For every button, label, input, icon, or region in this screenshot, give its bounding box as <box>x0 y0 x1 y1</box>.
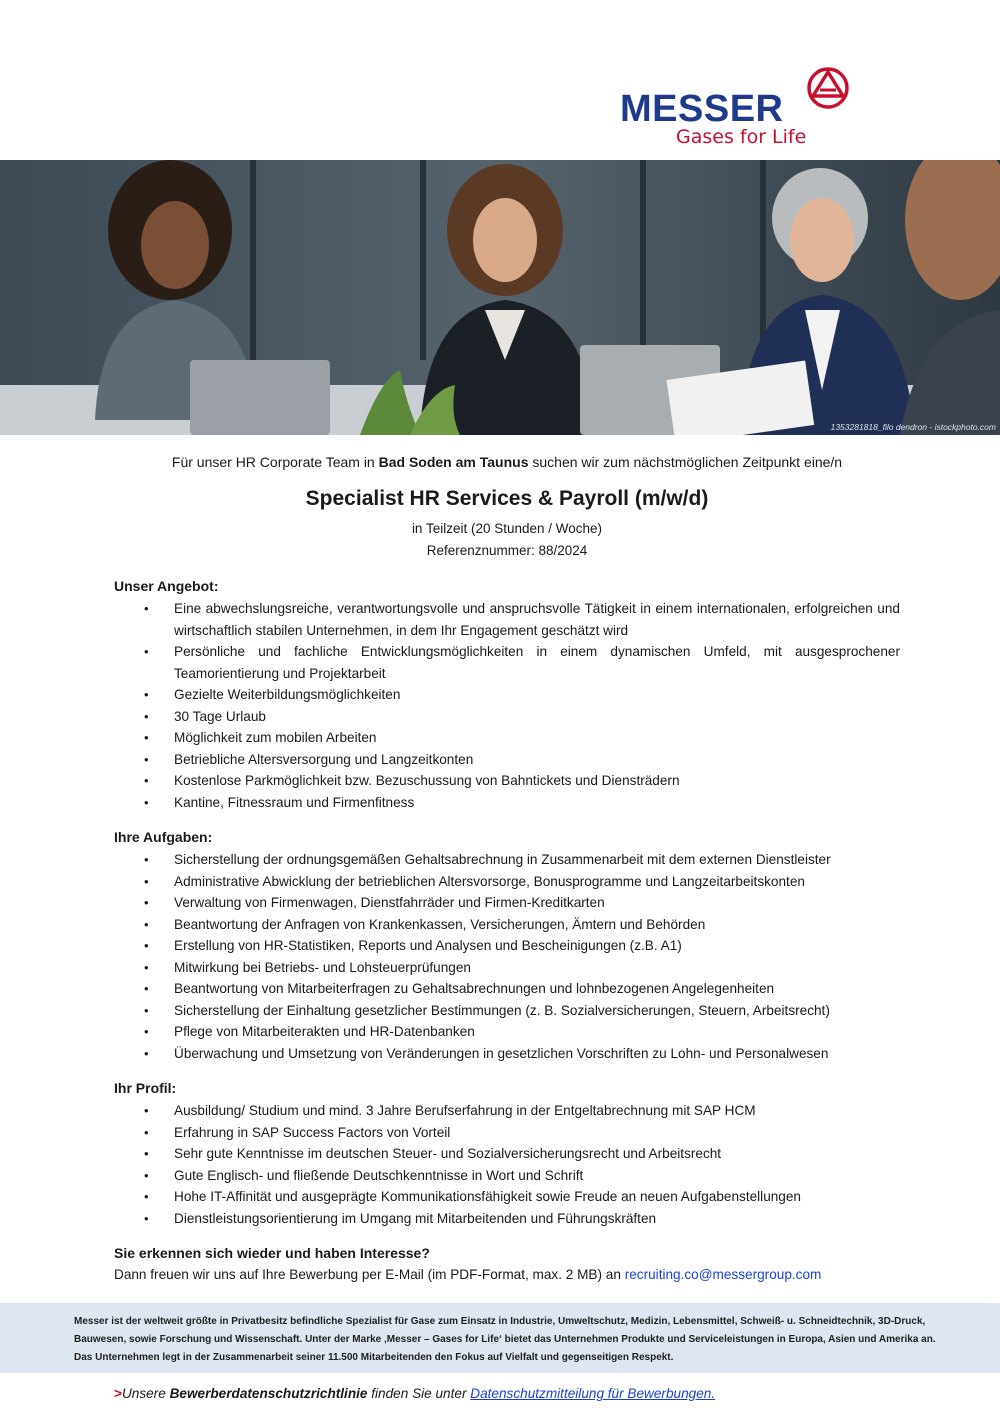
offer-list <box>114 598 900 813</box>
list-item: • Betriebliche Altersversorgung und Langzeitkonten <box>114 749 900 771</box>
list-item: • Kantine, Fitnessraum und Firmenfitness <box>114 792 900 814</box>
privacy-policy-name: Bewerberdatenschutzrichtlinie <box>169 1386 368 1401</box>
hero-illustration <box>0 160 1000 435</box>
privacy-middle: finden Sie unter <box>367 1386 471 1401</box>
profile-title: Ihr Profil: <box>114 1080 177 1096</box>
company-about: Messer ist der weltweit größte in Privatbesitz befindliche Spezialist für Gase zum Einsatz in Industrie, Umweltschutz, Medizin, Lebensmittel, Schweiß- u. Schneidtechnik, 3D-Druck, Bauwesen, sowie Forschung und Wissenschaft. Unter der Marke ‚Messer – Gases for Life‘ bietet das Unternehmen Produkte und Serviceleistungen in Europa, Asien und Amerika an. Das Unternehmen legt in der Zusammenarbeit seiner 11.500 Mitarbeitenden den Fokus auf Vielfalt und gegenseitigen Respekt. <box>0 1303 1000 1373</box>
list-item: • Sicherstellung der Einhaltung gesetzlicher Bestimmungen (z. B. Sozialversicherungen, Steuern, Arbeitsrecht) <box>114 1000 900 1022</box>
list-item: • Beantwortung von Mitarbeiterfragen zu Gehaltsabrechnungen und lohnbezogenen Angelegenheiten <box>114 978 900 1000</box>
list-item: • Ausbildung/ Studium und mind. 3 Jahre Berufserfahrung in der Entgeltabrechnung mit SAP HCM <box>114 1100 900 1122</box>
list-item: • 30 Tage Urlaub <box>114 706 900 728</box>
list-item: • Mitwirkung bei Betriebs- und Lohsteuerprüfungen <box>114 957 900 979</box>
list-item: • Möglichkeit zum mobilen Arbeiten <box>114 727 900 749</box>
list-item: • Überwachung und Umsetzung von Veränderungen in gesetzlichen Vorschriften zu Lohn- und Personalwesen <box>114 1043 900 1065</box>
intro-location: Bad Soden am Taunus <box>378 454 529 470</box>
list-item: • Sicherstellung der ordnungsgemäßen Gehaltsabrechnung in Zusammenarbeit mit dem externen Dienstleister <box>114 849 900 871</box>
list-item: • Sehr gute Kenntnisse im deutschen Steuer- und Sozialversicherungsrecht und Arbeitsrecht <box>114 1143 900 1165</box>
arrow-icon: > <box>114 1386 122 1401</box>
list-item: • Administrative Abwicklung der betrieblichen Altersvorsorge, Bonusprogramme und Langzeitarbeitskonten <box>114 871 900 893</box>
privacy-link[interactable]: Datenschutzmitteilung für Bewerbungen. <box>470 1386 716 1401</box>
job-reference: Referenznummer: 88/2024 <box>426 543 588 558</box>
list-item: • Pflege von Mitarbeiterakten und HR-Datenbanken <box>114 1021 900 1043</box>
tasks-list <box>114 849 900 1064</box>
list-item: • Verwaltung von Firmenwagen, Dienstfahrräder und Firmen-Kreditkarten <box>114 892 900 914</box>
job-hours: in Teilzeit (20 Stunden / Woche) <box>411 521 603 536</box>
logo-wordmark: MESSER <box>620 88 784 130</box>
list-item: • Erstellung von HR-Statistiken, Reports und Analysen und Bescheinigungen (z.B. A1) <box>114 935 900 957</box>
messer-logo <box>620 66 860 150</box>
profile-list <box>114 1100 900 1229</box>
cta-body: Dann freuen wir uns auf Ihre Bewerbung per E-Mail (im PDF-Format, max. 2 MB) an <box>114 1267 625 1282</box>
intro-after: suchen wir zum nächstmöglichen Zeitpunkt eine/n <box>528 454 843 470</box>
privacy-note <box>114 1386 715 1401</box>
list-item: • Dienstleistungsorientierung im Umgang mit Mitarbeitenden und Führungskräften <box>114 1208 900 1230</box>
logo-tagline: Gases for Life <box>676 126 807 148</box>
cta-title: Sie erkennen sich wieder und haben Interesse? <box>114 1245 430 1261</box>
list-item: • Beantwortung der Anfragen von Krankenkassen, Versicherungen, Ämtern und Behörden <box>114 914 900 936</box>
tasks-title: Ihre Aufgaben: <box>114 829 213 845</box>
messer-emblem-icon <box>806 66 850 110</box>
list-item: • Persönliche und fachliche Entwicklungsmöglichkeiten in einem dynamischen Umfeld, mit ausgesprochener Teamorientierung und Projektarbeit <box>114 641 900 684</box>
list-item: • Hohe IT-Affinität und ausgeprägte Kommunikationsfähigkeit sowie Freude an neuen Aufgabenstellungen <box>114 1186 900 1208</box>
list-item: • Gute Englisch- und fließende Deutschkenntnisse in Wort und Schrift <box>114 1165 900 1187</box>
list-item: • Eine abwechslungsreiche, verantwortungsvolle und anspruchsvolle Tätigkeit in einem internationalen, erfolgreichen und wirtschaftlich stabilen Unternehmen, in dem Ihr Engagement geschätzt wird <box>114 598 900 641</box>
cta-text <box>114 1264 900 1285</box>
job-title: Specialist HR Services & Payroll (m/w/d) <box>305 487 709 510</box>
job-posting <box>114 452 900 1285</box>
photo-credit: 1353281818_filo dendron - istockphoto.com <box>830 422 996 432</box>
list-item: • Erfahrung in SAP Success Factors von Vorteil <box>114 1122 900 1144</box>
intro-line <box>114 452 900 472</box>
offer-title: Unser Angebot: <box>114 578 219 594</box>
list-item: • Gezielte Weiterbildungsmöglichkeiten <box>114 684 900 706</box>
recruiting-email-link[interactable]: recruiting.co@messergroup.com <box>624 1267 822 1282</box>
privacy-prefix: Unsere <box>121 1386 170 1401</box>
intro-before: Für unser HR Corporate Team in <box>171 454 379 470</box>
hero-photo <box>0 160 1000 435</box>
list-item: • Kostenlose Parkmöglichkeit bzw. Bezuschussung von Bahntickets und Diensträdern <box>114 770 900 792</box>
